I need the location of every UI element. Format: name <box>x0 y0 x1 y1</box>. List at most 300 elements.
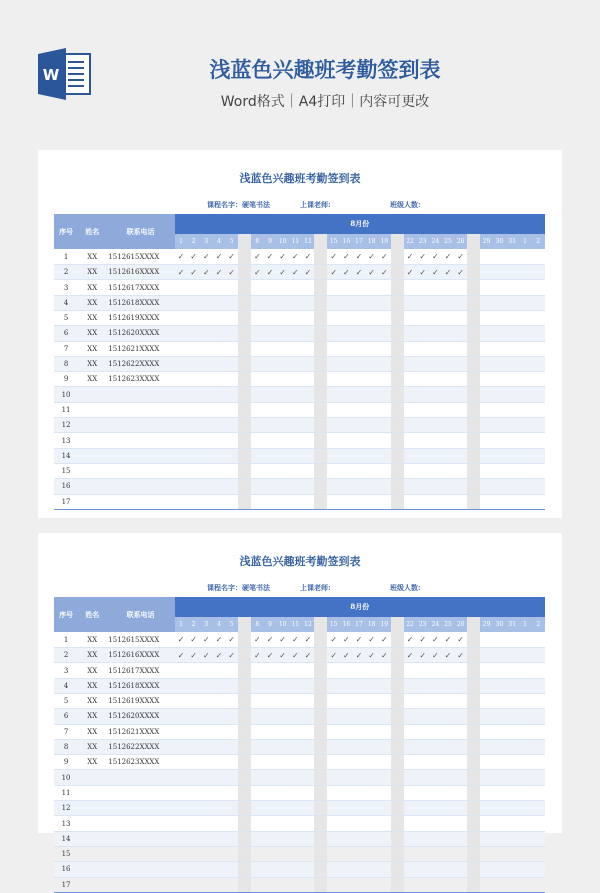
attendance-cell[interactable] <box>442 724 455 739</box>
attendance-cell[interactable] <box>276 387 289 402</box>
attendance-cell[interactable] <box>519 341 532 356</box>
attendance-cell[interactable] <box>365 816 378 831</box>
attendance-cell[interactable] <box>200 280 213 295</box>
attendance-cell[interactable] <box>480 648 493 663</box>
attendance-cell[interactable] <box>251 387 264 402</box>
attendance-cell[interactable] <box>187 356 200 371</box>
check-mark-icon[interactable]: ✓ <box>264 632 277 647</box>
attendance-cell[interactable] <box>276 310 289 325</box>
attendance-cell[interactable] <box>365 479 378 494</box>
attendance-cell[interactable] <box>289 739 302 754</box>
attendance-cell[interactable] <box>353 387 366 402</box>
attendance-cell[interactable] <box>429 709 442 724</box>
attendance-cell[interactable] <box>213 448 226 463</box>
attendance-cell[interactable] <box>429 755 442 770</box>
attendance-cell[interactable] <box>416 295 429 310</box>
attendance-cell[interactable] <box>531 846 545 861</box>
attendance-cell[interactable] <box>404 402 417 417</box>
attendance-cell[interactable] <box>327 372 340 387</box>
check-mark-icon[interactable]: ✓ <box>327 632 340 647</box>
attendance-cell[interactable] <box>365 341 378 356</box>
attendance-cell[interactable] <box>429 739 442 754</box>
attendance-cell[interactable] <box>378 463 391 478</box>
check-mark-icon[interactable]: ✓ <box>213 648 226 663</box>
attendance-cell[interactable] <box>531 770 545 785</box>
attendance-cell[interactable] <box>531 295 545 310</box>
attendance-cell[interactable] <box>416 709 429 724</box>
attendance-cell[interactable] <box>289 356 302 371</box>
attendance-cell[interactable] <box>493 632 506 647</box>
attendance-cell[interactable] <box>200 387 213 402</box>
attendance-cell[interactable] <box>251 418 264 433</box>
attendance-cell[interactable] <box>353 877 366 892</box>
attendance-cell[interactable] <box>200 862 213 877</box>
attendance-cell[interactable] <box>327 387 340 402</box>
attendance-cell[interactable] <box>454 463 467 478</box>
attendance-cell[interactable] <box>175 831 188 846</box>
attendance-cell[interactable] <box>353 356 366 371</box>
check-mark-icon[interactable]: ✓ <box>353 265 366 280</box>
attendance-cell[interactable] <box>378 280 391 295</box>
attendance-cell[interactable] <box>327 310 340 325</box>
attendance-cell[interactable] <box>493 755 506 770</box>
attendance-cell[interactable] <box>404 418 417 433</box>
attendance-cell[interactable] <box>264 846 277 861</box>
attendance-cell[interactable] <box>506 372 519 387</box>
attendance-cell[interactable] <box>175 341 188 356</box>
attendance-cell[interactable] <box>416 816 429 831</box>
attendance-cell[interactable] <box>225 448 238 463</box>
attendance-cell[interactable] <box>200 341 213 356</box>
attendance-cell[interactable] <box>378 785 391 800</box>
attendance-cell[interactable] <box>429 494 442 509</box>
check-mark-icon[interactable]: ✓ <box>276 249 289 264</box>
attendance-cell[interactable] <box>493 479 506 494</box>
attendance-cell[interactable] <box>416 755 429 770</box>
attendance-cell[interactable] <box>213 479 226 494</box>
attendance-cell[interactable] <box>378 433 391 448</box>
attendance-cell[interactable] <box>187 280 200 295</box>
attendance-cell[interactable] <box>175 479 188 494</box>
attendance-cell[interactable] <box>200 402 213 417</box>
attendance-cell[interactable] <box>251 724 264 739</box>
check-mark-icon[interactable]: ✓ <box>454 632 467 647</box>
attendance-cell[interactable] <box>531 463 545 478</box>
attendance-cell[interactable] <box>175 433 188 448</box>
attendance-cell[interactable] <box>289 418 302 433</box>
attendance-cell[interactable] <box>404 678 417 693</box>
attendance-cell[interactable] <box>429 862 442 877</box>
attendance-cell[interactable] <box>225 310 238 325</box>
check-mark-icon[interactable]: ✓ <box>442 265 455 280</box>
attendance-cell[interactable] <box>175 862 188 877</box>
attendance-cell[interactable] <box>187 387 200 402</box>
attendance-cell[interactable] <box>289 310 302 325</box>
attendance-cell[interactable] <box>519 310 532 325</box>
attendance-cell[interactable] <box>251 693 264 708</box>
attendance-cell[interactable] <box>213 310 226 325</box>
attendance-cell[interactable] <box>276 372 289 387</box>
attendance-cell[interactable] <box>264 356 277 371</box>
attendance-cell[interactable] <box>175 494 188 509</box>
attendance-cell[interactable] <box>429 693 442 708</box>
attendance-cell[interactable] <box>276 356 289 371</box>
check-mark-icon[interactable]: ✓ <box>187 648 200 663</box>
attendance-cell[interactable] <box>340 326 353 341</box>
attendance-cell[interactable] <box>416 693 429 708</box>
check-mark-icon[interactable]: ✓ <box>416 249 429 264</box>
attendance-cell[interactable] <box>454 739 467 754</box>
attendance-cell[interactable] <box>327 862 340 877</box>
attendance-cell[interactable] <box>480 801 493 816</box>
attendance-cell[interactable] <box>506 831 519 846</box>
attendance-cell[interactable] <box>519 816 532 831</box>
attendance-cell[interactable] <box>302 877 315 892</box>
attendance-cell[interactable] <box>480 831 493 846</box>
attendance-cell[interactable] <box>276 280 289 295</box>
attendance-cell[interactable] <box>353 678 366 693</box>
attendance-cell[interactable] <box>506 862 519 877</box>
attendance-cell[interactable] <box>327 448 340 463</box>
attendance-cell[interactable] <box>531 249 545 264</box>
attendance-cell[interactable] <box>454 418 467 433</box>
attendance-cell[interactable] <box>213 877 226 892</box>
attendance-cell[interactable] <box>480 433 493 448</box>
attendance-cell[interactable] <box>200 693 213 708</box>
attendance-cell[interactable] <box>276 663 289 678</box>
attendance-cell[interactable] <box>442 448 455 463</box>
attendance-cell[interactable] <box>378 678 391 693</box>
check-mark-icon[interactable]: ✓ <box>289 648 302 663</box>
attendance-cell[interactable] <box>225 280 238 295</box>
attendance-cell[interactable] <box>442 785 455 800</box>
attendance-cell[interactable] <box>442 433 455 448</box>
attendance-cell[interactable] <box>187 831 200 846</box>
attendance-cell[interactable] <box>175 770 188 785</box>
attendance-cell[interactable] <box>200 755 213 770</box>
attendance-cell[interactable] <box>365 678 378 693</box>
attendance-cell[interactable] <box>519 785 532 800</box>
attendance-cell[interactable] <box>327 341 340 356</box>
attendance-cell[interactable] <box>404 846 417 861</box>
attendance-cell[interactable] <box>378 739 391 754</box>
attendance-cell[interactable] <box>302 801 315 816</box>
attendance-cell[interactable] <box>289 341 302 356</box>
attendance-cell[interactable] <box>429 678 442 693</box>
attendance-cell[interactable] <box>289 463 302 478</box>
attendance-cell[interactable] <box>442 770 455 785</box>
attendance-cell[interactable] <box>340 816 353 831</box>
attendance-cell[interactable] <box>225 479 238 494</box>
attendance-cell[interactable] <box>353 341 366 356</box>
attendance-cell[interactable] <box>454 877 467 892</box>
attendance-cell[interactable] <box>454 356 467 371</box>
attendance-cell[interactable] <box>289 494 302 509</box>
attendance-cell[interactable] <box>404 816 417 831</box>
attendance-cell[interactable] <box>251 862 264 877</box>
attendance-cell[interactable] <box>289 831 302 846</box>
attendance-cell[interactable] <box>289 709 302 724</box>
attendance-cell[interactable] <box>493 433 506 448</box>
attendance-cell[interactable] <box>519 463 532 478</box>
attendance-cell[interactable] <box>289 816 302 831</box>
attendance-cell[interactable] <box>454 448 467 463</box>
attendance-cell[interactable] <box>225 326 238 341</box>
attendance-cell[interactable] <box>200 770 213 785</box>
attendance-cell[interactable] <box>340 372 353 387</box>
attendance-cell[interactable] <box>264 831 277 846</box>
attendance-cell[interactable] <box>442 418 455 433</box>
attendance-cell[interactable] <box>175 418 188 433</box>
check-mark-icon[interactable]: ✓ <box>340 265 353 280</box>
attendance-cell[interactable] <box>251 739 264 754</box>
attendance-cell[interactable] <box>353 846 366 861</box>
attendance-cell[interactable] <box>264 770 277 785</box>
attendance-cell[interactable] <box>429 341 442 356</box>
check-mark-icon[interactable]: ✓ <box>302 648 315 663</box>
check-mark-icon[interactable]: ✓ <box>302 632 315 647</box>
attendance-cell[interactable] <box>302 724 315 739</box>
attendance-cell[interactable] <box>353 372 366 387</box>
attendance-cell[interactable] <box>442 479 455 494</box>
attendance-cell[interactable] <box>506 663 519 678</box>
attendance-cell[interactable] <box>340 846 353 861</box>
attendance-cell[interactable] <box>519 356 532 371</box>
attendance-cell[interactable] <box>327 755 340 770</box>
attendance-cell[interactable] <box>480 678 493 693</box>
attendance-cell[interactable] <box>442 356 455 371</box>
check-mark-icon[interactable]: ✓ <box>289 632 302 647</box>
attendance-cell[interactable] <box>416 678 429 693</box>
attendance-cell[interactable] <box>340 801 353 816</box>
attendance-cell[interactable] <box>340 877 353 892</box>
attendance-cell[interactable] <box>187 448 200 463</box>
check-mark-icon[interactable]: ✓ <box>213 249 226 264</box>
attendance-cell[interactable] <box>493 356 506 371</box>
attendance-cell[interactable] <box>213 341 226 356</box>
attendance-cell[interactable] <box>213 433 226 448</box>
attendance-cell[interactable] <box>187 801 200 816</box>
attendance-cell[interactable] <box>175 356 188 371</box>
attendance-cell[interactable] <box>327 402 340 417</box>
attendance-cell[interactable] <box>276 433 289 448</box>
attendance-cell[interactable] <box>454 402 467 417</box>
attendance-cell[interactable] <box>416 372 429 387</box>
attendance-cell[interactable] <box>365 831 378 846</box>
attendance-cell[interactable] <box>519 724 532 739</box>
attendance-cell[interactable] <box>480 755 493 770</box>
attendance-cell[interactable] <box>519 249 532 264</box>
attendance-cell[interactable] <box>200 739 213 754</box>
check-mark-icon[interactable]: ✓ <box>340 249 353 264</box>
attendance-cell[interactable] <box>454 816 467 831</box>
attendance-cell[interactable] <box>531 801 545 816</box>
attendance-cell[interactable] <box>506 295 519 310</box>
attendance-cell[interactable] <box>519 739 532 754</box>
attendance-cell[interactable] <box>251 326 264 341</box>
attendance-cell[interactable] <box>519 801 532 816</box>
check-mark-icon[interactable]: ✓ <box>416 265 429 280</box>
attendance-cell[interactable] <box>531 816 545 831</box>
attendance-cell[interactable] <box>276 770 289 785</box>
attendance-cell[interactable] <box>365 387 378 402</box>
check-mark-icon[interactable]: ✓ <box>175 648 188 663</box>
attendance-cell[interactable] <box>175 310 188 325</box>
attendance-cell[interactable] <box>276 463 289 478</box>
attendance-cell[interactable] <box>200 494 213 509</box>
attendance-cell[interactable] <box>327 846 340 861</box>
attendance-cell[interactable] <box>187 693 200 708</box>
check-mark-icon[interactable]: ✓ <box>187 265 200 280</box>
attendance-cell[interactable] <box>276 724 289 739</box>
attendance-cell[interactable] <box>480 709 493 724</box>
attendance-cell[interactable] <box>416 862 429 877</box>
attendance-cell[interactable] <box>506 310 519 325</box>
attendance-cell[interactable] <box>340 663 353 678</box>
attendance-cell[interactable] <box>378 310 391 325</box>
attendance-cell[interactable] <box>276 755 289 770</box>
attendance-cell[interactable] <box>251 709 264 724</box>
check-mark-icon[interactable]: ✓ <box>213 265 226 280</box>
attendance-cell[interactable] <box>480 310 493 325</box>
attendance-cell[interactable] <box>378 755 391 770</box>
attendance-cell[interactable] <box>429 402 442 417</box>
check-mark-icon[interactable]: ✓ <box>225 265 238 280</box>
attendance-cell[interactable] <box>416 280 429 295</box>
attendance-cell[interactable] <box>213 846 226 861</box>
attendance-cell[interactable] <box>225 801 238 816</box>
attendance-cell[interactable] <box>276 877 289 892</box>
attendance-cell[interactable] <box>442 739 455 754</box>
attendance-cell[interactable] <box>225 709 238 724</box>
attendance-cell[interactable] <box>340 356 353 371</box>
attendance-cell[interactable] <box>302 755 315 770</box>
attendance-cell[interactable] <box>493 463 506 478</box>
attendance-cell[interactable] <box>213 494 226 509</box>
attendance-cell[interactable] <box>264 280 277 295</box>
attendance-cell[interactable] <box>264 755 277 770</box>
attendance-cell[interactable] <box>454 341 467 356</box>
attendance-cell[interactable] <box>327 326 340 341</box>
attendance-cell[interactable] <box>353 433 366 448</box>
attendance-cell[interactable] <box>340 295 353 310</box>
check-mark-icon[interactable]: ✓ <box>327 249 340 264</box>
attendance-cell[interactable] <box>302 463 315 478</box>
attendance-cell[interactable] <box>225 356 238 371</box>
attendance-cell[interactable] <box>404 862 417 877</box>
attendance-cell[interactable] <box>429 387 442 402</box>
attendance-cell[interactable] <box>531 862 545 877</box>
attendance-cell[interactable] <box>416 831 429 846</box>
attendance-cell[interactable] <box>264 678 277 693</box>
attendance-cell[interactable] <box>264 463 277 478</box>
attendance-cell[interactable] <box>187 402 200 417</box>
attendance-cell[interactable] <box>404 709 417 724</box>
attendance-cell[interactable] <box>200 479 213 494</box>
attendance-cell[interactable] <box>213 463 226 478</box>
attendance-cell[interactable] <box>531 402 545 417</box>
attendance-cell[interactable] <box>251 433 264 448</box>
check-mark-icon[interactable]: ✓ <box>276 632 289 647</box>
attendance-cell[interactable] <box>175 663 188 678</box>
check-mark-icon[interactable]: ✓ <box>327 265 340 280</box>
attendance-cell[interactable] <box>416 663 429 678</box>
attendance-cell[interactable] <box>365 709 378 724</box>
attendance-cell[interactable] <box>225 831 238 846</box>
check-mark-icon[interactable]: ✓ <box>276 265 289 280</box>
attendance-cell[interactable] <box>289 448 302 463</box>
attendance-cell[interactable] <box>213 663 226 678</box>
attendance-cell[interactable] <box>493 341 506 356</box>
attendance-cell[interactable] <box>175 724 188 739</box>
attendance-cell[interactable] <box>429 463 442 478</box>
attendance-cell[interactable] <box>365 739 378 754</box>
attendance-cell[interactable] <box>327 463 340 478</box>
attendance-cell[interactable] <box>506 724 519 739</box>
attendance-cell[interactable] <box>480 280 493 295</box>
attendance-cell[interactable] <box>365 862 378 877</box>
attendance-cell[interactable] <box>429 877 442 892</box>
attendance-cell[interactable] <box>187 663 200 678</box>
attendance-cell[interactable] <box>213 326 226 341</box>
attendance-cell[interactable] <box>416 418 429 433</box>
attendance-cell[interactable] <box>442 709 455 724</box>
check-mark-icon[interactable]: ✓ <box>365 249 378 264</box>
attendance-cell[interactable] <box>289 846 302 861</box>
attendance-cell[interactable] <box>225 724 238 739</box>
check-mark-icon[interactable]: ✓ <box>442 648 455 663</box>
attendance-cell[interactable] <box>327 785 340 800</box>
attendance-cell[interactable] <box>276 739 289 754</box>
attendance-cell[interactable] <box>213 785 226 800</box>
attendance-cell[interactable] <box>506 816 519 831</box>
attendance-cell[interactable] <box>378 341 391 356</box>
attendance-cell[interactable] <box>225 433 238 448</box>
attendance-cell[interactable] <box>353 448 366 463</box>
attendance-cell[interactable] <box>454 785 467 800</box>
attendance-cell[interactable] <box>302 372 315 387</box>
attendance-cell[interactable] <box>480 632 493 647</box>
attendance-cell[interactable] <box>327 739 340 754</box>
attendance-cell[interactable] <box>429 448 442 463</box>
attendance-cell[interactable] <box>200 310 213 325</box>
attendance-cell[interactable] <box>264 295 277 310</box>
check-mark-icon[interactable]: ✓ <box>225 632 238 647</box>
attendance-cell[interactable] <box>531 648 545 663</box>
attendance-cell[interactable] <box>404 739 417 754</box>
check-mark-icon[interactable]: ✓ <box>365 648 378 663</box>
attendance-cell[interactable] <box>213 755 226 770</box>
attendance-cell[interactable] <box>200 724 213 739</box>
attendance-cell[interactable] <box>264 479 277 494</box>
attendance-cell[interactable] <box>213 739 226 754</box>
attendance-cell[interactable] <box>404 448 417 463</box>
attendance-cell[interactable] <box>225 372 238 387</box>
attendance-cell[interactable] <box>213 387 226 402</box>
attendance-cell[interactable] <box>531 693 545 708</box>
attendance-cell[interactable] <box>175 877 188 892</box>
attendance-cell[interactable] <box>276 801 289 816</box>
attendance-cell[interactable] <box>365 433 378 448</box>
attendance-cell[interactable] <box>506 387 519 402</box>
attendance-cell[interactable] <box>506 265 519 280</box>
attendance-cell[interactable] <box>442 862 455 877</box>
attendance-cell[interactable] <box>340 755 353 770</box>
attendance-cell[interactable] <box>519 433 532 448</box>
attendance-cell[interactable] <box>302 448 315 463</box>
attendance-cell[interactable] <box>493 693 506 708</box>
attendance-cell[interactable] <box>251 463 264 478</box>
